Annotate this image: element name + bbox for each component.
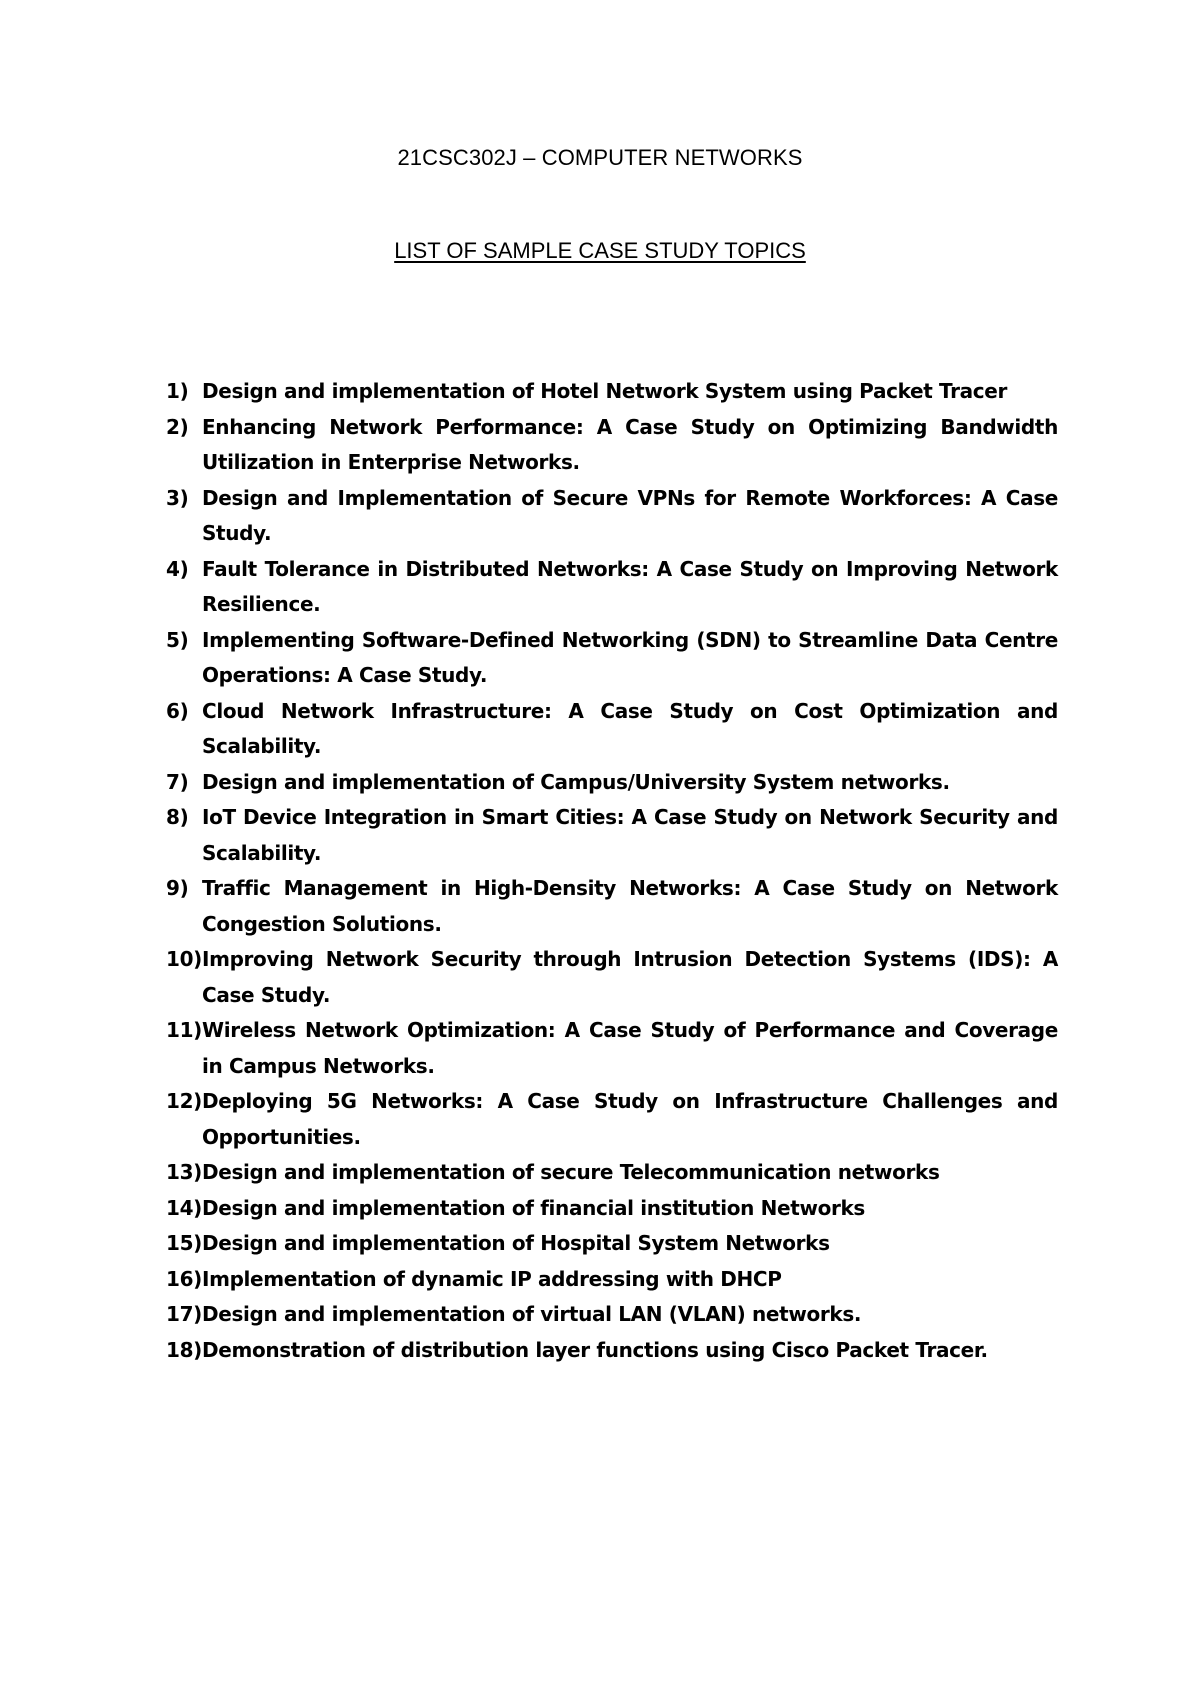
topic-text: Design and implementation of Campus/University System networks.	[202, 769, 950, 794]
topic-number: 6)	[166, 698, 189, 723]
topic-text: Deploying 5G Networks: A Case Study on Infrastructure Challenges and Opportunities.	[202, 1089, 1058, 1149]
topic-number: 16)	[166, 1266, 202, 1291]
topic-text: Wireless Network Optimization: A Case Study of Performance and Coverage in Campus Networks.	[202, 1018, 1058, 1078]
page-title: 21CSC302J – COMPUTER NETWORKS	[397, 145, 803, 170]
list-item	[166, 552, 1058, 623]
topic-number: 1)	[166, 379, 189, 403]
topic-text: Fault Tolerance in Distributed Networks: A Case Study on Improving Network Resilience.	[202, 556, 1058, 616]
list-item	[166, 800, 1058, 871]
topic-number: 2)	[166, 414, 189, 439]
list-item	[166, 1013, 1058, 1084]
topic-text: Design and implementation of Hospital System Networks	[202, 1231, 830, 1255]
list-heading-text: LIST OF SAMPLE CASE STUDY TOPICS	[394, 238, 806, 263]
list-item	[166, 1333, 1058, 1369]
topic-text: Design and implementation of Hotel Network System using Packet Tracer	[202, 379, 1008, 403]
topic-number: 14)	[166, 1195, 202, 1220]
topic-text: Design and implementation of secure Telecommunication networks	[202, 1160, 940, 1184]
list-item	[166, 623, 1058, 694]
topic-number: 15)	[166, 1231, 202, 1255]
topic-number: 4)	[166, 556, 189, 581]
list-item	[166, 765, 1058, 801]
topic-number: 10)	[166, 947, 202, 971]
topic-text: Design and Implementation of Secure VPNs for Remote Workforces: A Case Study.	[202, 485, 1058, 545]
topic-number: 13)	[166, 1160, 202, 1184]
list-item	[166, 942, 1058, 1013]
topic-text: Implementation of dynamic IP addressing with DHCP	[202, 1266, 782, 1291]
list-item	[166, 871, 1058, 942]
topic-number: 3)	[166, 485, 189, 510]
topic-text: Demonstration of distribution layer functions using Cisco Packet Tracer.	[202, 1337, 988, 1362]
list-item	[166, 481, 1058, 552]
topic-number: 8)	[166, 805, 189, 829]
list-item	[166, 1084, 1058, 1155]
topic-number: 17)	[166, 1302, 202, 1326]
topic-number: 11)	[166, 1018, 202, 1042]
list-item	[166, 374, 1058, 410]
topic-text: Enhancing Network Performance: A Case Study on Optimizing Bandwidth Utilization in Enterprise Networks.	[202, 414, 1058, 474]
list-item	[166, 1226, 1058, 1262]
topic-text: Design and implementation of virtual LAN (VLAN) networks.	[202, 1302, 862, 1326]
list-item	[166, 1191, 1058, 1227]
list-item	[166, 1262, 1058, 1298]
topic-number: 7)	[166, 769, 189, 794]
topic-text: Improving Network Security through Intrusion Detection Systems (IDS): A Case Study.	[202, 947, 1058, 1007]
list-item	[166, 410, 1058, 481]
list-item	[166, 1155, 1058, 1191]
topic-number: 12)	[166, 1089, 202, 1113]
topic-text: Design and implementation of financial institution Networks	[202, 1195, 865, 1220]
topic-number: 9)	[166, 876, 189, 900]
list-item	[166, 694, 1058, 765]
case-study-topic-list	[166, 374, 1058, 1368]
topic-text: Traffic Management in High-Density Networks: A Case Study on Network Congestion Solutions.	[202, 876, 1058, 936]
topic-text: Cloud Network Infrastructure: A Case Study on Cost Optimization and Scalability.	[202, 698, 1058, 758]
list-item	[166, 1297, 1058, 1333]
topic-text: Implementing Software-Defined Networking (SDN) to Streamline Data Centre Operations: A Case Study.	[202, 627, 1058, 687]
topic-number: 5)	[166, 627, 189, 652]
topic-text: IoT Device Integration in Smart Cities: A Case Study on Network Security and Scalability.	[202, 805, 1058, 865]
list-heading	[0, 238, 1200, 264]
topic-number: 18)	[166, 1337, 202, 1362]
